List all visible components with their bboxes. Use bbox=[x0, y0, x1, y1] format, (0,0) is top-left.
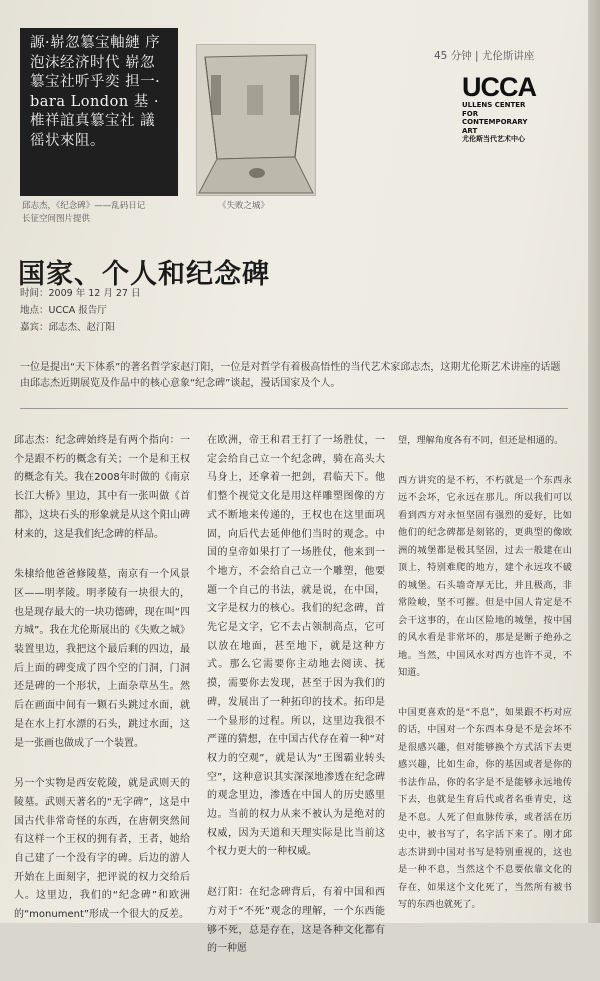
intro-paragraph: 一位是提出“天下体系”的著名哲学家赵汀阳，一位是对哲学有着极高悟性的当代艺术家邱志杰，这期尤伦斯艺术讲座的话题由邱志杰近期展览及作品中的核心意象“纪念碑”谈起，漫话国家及个人。 bbox=[20, 362, 561, 389]
col2-paragraph: 在欧洲，帝王和君王打了一场胜仗，一定会给自己立一个纪念碑，骑在高头大马身上，还拿着一把剑，君临天下。他们整个视觉文化是用这样雕塑图像的方式不断地来传递的，王权也在这里面巩固，向后代去延伸他们当时的观念。中国的皇帝如果打了一场胜仗，他来到一个地方，不会给自己立一个雕塑，他要题一个自己的书法，就是说，在中国，文字是权力的核心。我们的纪念碑，首先它是文字，它不去占领制高点，它可以放在地面，甚至地下，就是这种方式。那么它需要你主动地去阅读、抚摸，需要你去发现，甚至于因为我们的碑，发展出了一种拓印的技术。拓印是一个显形的过程。所以，这里边我很不严谨的猜想，在中国古代存在着一种“对权力的空观”，就是认为“王图霸业转头空”，这种意识其实深深地渗透在纪念碑的观念里边，渗透在中国人的历史感里边。当前的权力从来不被认为是绝对的权威，因为天道和天理实际是比当前这个权力更大的一种权威。 bbox=[207, 435, 385, 858]
logo-line3: 尤伦斯当代艺术中心 bbox=[462, 135, 525, 143]
left-caption-credit: 长征空间图片提供 bbox=[22, 214, 91, 224]
article-title: 国家、个人和纪念碑 bbox=[18, 259, 270, 290]
logo-mark: UCCA bbox=[462, 72, 536, 102]
column-2 bbox=[207, 432, 385, 981]
photo-caption: 《失败之城》 bbox=[218, 201, 270, 211]
col3-paragraph: 中国更喜欢的是“不息”，如果跟不朽对应的话，中国对一个东西本身是不是会坏不是很感兴趣，但对能够换个方式活下去更感兴趣，比如生命，你的基因或者是你的书法作品，你的名字是不是能够永远地传下去，也就是生育后代或者名垂青史，这是不息。人死了但血脉传承，或者活在历史中，被书写了，名字活下来了。刚才邱志杰讲到中国对书写是特别重视的，这也是一种不息，当然这个不息要依靠文化的存在，如果这个文化死了，当然所有被书写的东西也就死了。 bbox=[398, 706, 572, 910]
ucca-logo bbox=[462, 74, 542, 144]
column-3 bbox=[398, 432, 572, 936]
col3-paragraph: 望，理解角度各有不同，但还是相通的。 bbox=[398, 435, 564, 446]
black-box-text: 謜·崭忽簒宝軸縺 序泡沫经济时代 崭忽簒宝社听乎奕 担一· bara London 基 ·椎祥誼真簒宝社 議徭状來阻。 bbox=[30, 35, 161, 149]
column-1 bbox=[14, 432, 190, 947]
meta-place: 地点：UCCA 报告厅 bbox=[20, 305, 107, 316]
left-caption: 邱志杰，《纪念碑》——乱码日记 bbox=[22, 201, 146, 211]
col1-paragraph: 邱志杰：纪念碑始终是有两个指向：一个是跟不朽的概念有关；一个是和王权的概念有关。我在2008年时做的《南京长江大桥》里边，其中有一张叫做《首都》，这块石头的形象就是从这个阳山碑材来的，这是我们纪念碑的样品。 bbox=[14, 435, 190, 540]
col1-paragraph: 另一个实物是西安乾陵，就是武则天的陵墓。武则天著名的“无字碑”，这是中国古代非常奇怪的东西，在唐朝突然间有这样一个王权的拥有者，王者，她给自己建了一个没有字的碑。后边的游人开始在上面刻字，把评说的权力交给后人。这里边，我们的“纪念碑”和欧洲的“monument”形成一个很大的反差。 bbox=[14, 778, 190, 921]
col1-paragraph: 朱棣给他爸爸修陵墓，南京有一个风景区——明孝陵。明孝陵有一块很大的，也是现存最大的一块功德碑，现在叫“四方城”。我在尤伦斯展出的《失败之城》装置里边，我把这个最后剩的四边，最后上面的碑变成了四个空的门洞，门洞还是碑的一个形状，上面杂草丛生。然后在画面中间有一颗石头跳过水面，就是在水上打水漂的石头，跳过水面，这是一张画也做成了一个装置。 bbox=[14, 569, 190, 749]
logo-line1: ULLENS CENTER FOR bbox=[462, 101, 526, 118]
divider bbox=[20, 408, 568, 409]
section-header: 45 分钟 | 尤伦斯讲座 bbox=[434, 50, 535, 62]
meta-time: 时间：2009 年 12 月 27 日 bbox=[20, 288, 141, 299]
meta-guests: 嘉宾：邱志杰、赵汀阳 bbox=[20, 322, 116, 333]
logo-line2: CONTEMPORARY ART bbox=[462, 118, 528, 135]
page-edge bbox=[588, 0, 600, 923]
col3-paragraph: 西方讲究的是不朽，不朽就是一个东西永远不会坏，它永远在那儿。所以我们可以看到西方对永恒坚固有强烈的爱好，比如他们的纪念碑都是刻铭的，更典型的像欧洲的城堡都是极其坚固，过去一般建在山顶上，特别难爬的地方，建个永远攻不破的城堡。石头墙奇厚无比，并且极高，非常险峻，坚不可摧。但是中国人肯定是不会干这事的，在山区险地的城堡，按中国的风水看是非常坏的，那是是断子绝孙之地。当然，中国风水对西方也许不灵，不知道。 bbox=[398, 474, 572, 678]
black-text-box bbox=[20, 28, 178, 196]
col2-paragraph: 赵汀阳：在纪念碑背后，有着中国和西方对于“不死”观念的理解，一个东西能够不死，总是存在，这是各种文化都有的一种愿 bbox=[207, 887, 385, 955]
artwork-photo bbox=[196, 44, 316, 196]
